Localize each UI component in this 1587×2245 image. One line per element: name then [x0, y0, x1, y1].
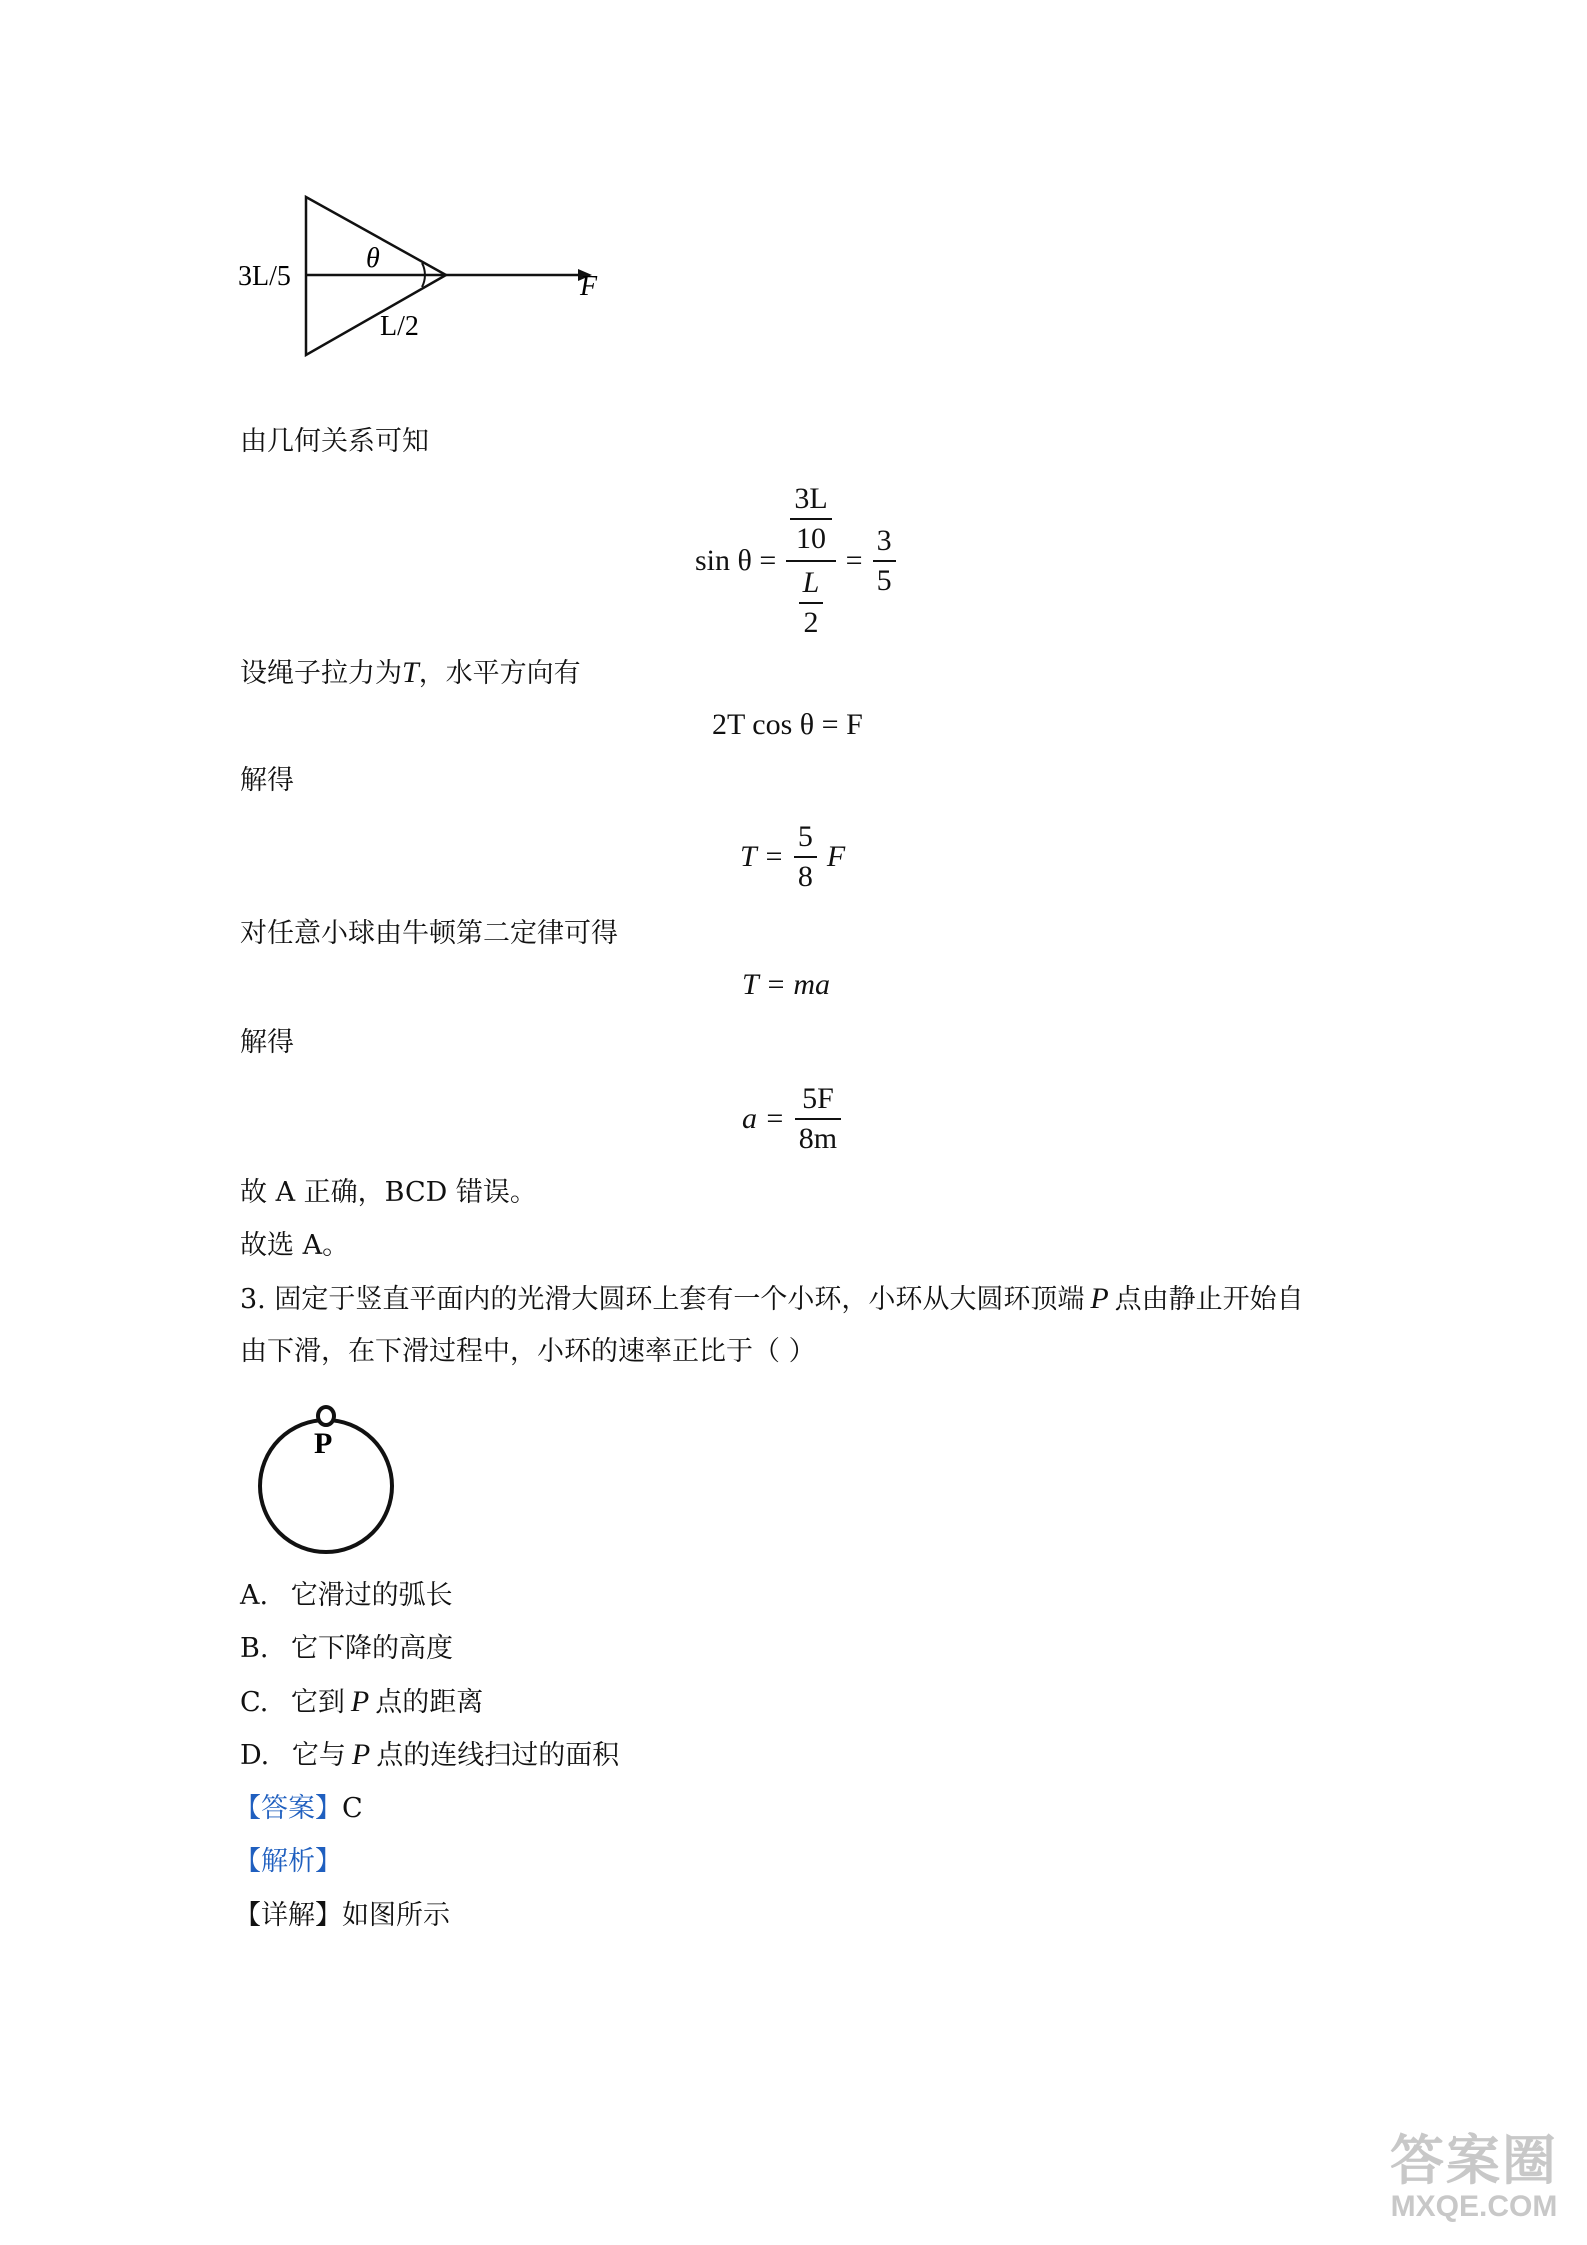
detail-tag: 【详解】	[234, 1900, 342, 1931]
option-a-text: 它滑过的弧长	[290, 1580, 453, 1611]
answer-value: C	[342, 1793, 363, 1824]
q3-point-p: P	[1090, 1282, 1109, 1315]
eq1-top-den: 10	[795, 522, 826, 555]
question3-line1	[240, 1283, 1304, 1316]
answer-line	[234, 1793, 363, 1825]
eq1-top-num: 3L	[794, 482, 828, 515]
eq5-den: 8m	[798, 1122, 838, 1155]
equation-sin-theta	[695, 480, 900, 642]
label-L2: L/2	[380, 311, 419, 342]
option-d-var: P	[351, 1738, 371, 1771]
option-c-letter: C.	[240, 1687, 269, 1718]
eq3-lhs: T =	[740, 840, 784, 873]
option-c-text: 它到	[290, 1687, 345, 1718]
eq3-fraction	[794, 818, 817, 896]
equation-t-ma: T = ma	[742, 968, 831, 1001]
equation-t-value	[740, 818, 845, 896]
tension-var: T	[402, 656, 419, 689]
eq5-num: 5F	[802, 1082, 834, 1115]
option-b-letter: B.	[240, 1633, 269, 1664]
eq1-result-fraction	[873, 522, 896, 600]
watermark-site: MXQE.COM	[1390, 2190, 1558, 2223]
detail-line	[234, 1900, 450, 1932]
text-solve-1: 解得	[240, 765, 294, 796]
option-c-var: P	[350, 1685, 370, 1718]
eq1-bottom-fraction	[799, 564, 824, 642]
option-a-letter: A.	[240, 1580, 269, 1611]
text-conclusion: 故 A 正确，BCD 错误。	[240, 1177, 537, 1208]
set-tension-label: 设绳子拉力为	[240, 658, 402, 689]
q3-line1-part-b: 点由静止开始自	[1114, 1284, 1304, 1315]
ring-diagram	[240, 1385, 420, 1575]
question3-line2: 由下滑，在下滑过程中，小环的速率正比于（ ）	[240, 1336, 816, 1367]
eq1-compound-fraction	[786, 480, 835, 642]
text-solve-2: 解得	[240, 1027, 294, 1058]
text-geometry: 由几何关系可知	[240, 426, 429, 457]
eq1-lhs: sin θ =	[695, 544, 777, 577]
eq5-lhs: a =	[742, 1102, 785, 1135]
text-newton: 对任意小球由牛顿第二定律可得	[240, 918, 618, 949]
option-d-text: 它与	[291, 1740, 346, 1771]
watermark-logo: 答案圈	[1390, 2128, 1558, 2192]
eq1-equals: =	[845, 544, 863, 577]
eq1-result-num: 3	[876, 524, 892, 557]
option-c[interactable]	[240, 1686, 483, 1719]
small-ring	[318, 1407, 334, 1425]
set-tension-tail: ，水平方向有	[418, 658, 581, 689]
eq1-top-fraction	[790, 480, 831, 558]
eq5-fraction	[795, 1080, 841, 1158]
q3-line1-part-a: 3. 固定于竖直平面内的光滑大圆环上套有一个小环，小环从大圆环顶端	[240, 1284, 1085, 1315]
option-b-text: 它下降的高度	[291, 1633, 454, 1664]
option-a[interactable]	[240, 1580, 453, 1612]
option-b[interactable]	[240, 1633, 453, 1665]
answer-tag: 【答案】	[234, 1793, 342, 1824]
equation-a-value	[742, 1080, 845, 1158]
triangle-force-diagram	[230, 185, 630, 365]
analysis-tag: 【解析】	[234, 1846, 342, 1877]
option-d-tail: 点的连线扫过的面积	[376, 1740, 620, 1771]
label-theta: θ	[366, 243, 380, 274]
detail-text: 如图所示	[342, 1900, 450, 1931]
option-c-tail: 点的距离	[375, 1687, 484, 1718]
text-set-tension	[240, 657, 581, 690]
eq3-rhs: F	[826, 840, 846, 873]
label-3L5: 3L/5	[238, 261, 291, 292]
option-d[interactable]	[240, 1739, 619, 1772]
option-d-letter: D.	[240, 1740, 270, 1771]
watermark	[1390, 2130, 1558, 2224]
eq1-bottom-num: L	[802, 566, 820, 599]
label-F: F	[580, 271, 598, 302]
label-p: P	[314, 1427, 333, 1460]
eq3-num: 5	[797, 820, 813, 853]
equation-2tcos: 2T cos θ = F	[712, 708, 863, 741]
text-choose: 故选 A。	[240, 1230, 350, 1261]
eq1-bottom-den: 2	[803, 606, 819, 639]
eq1-result-den: 5	[876, 564, 892, 597]
eq3-den: 8	[797, 860, 813, 893]
